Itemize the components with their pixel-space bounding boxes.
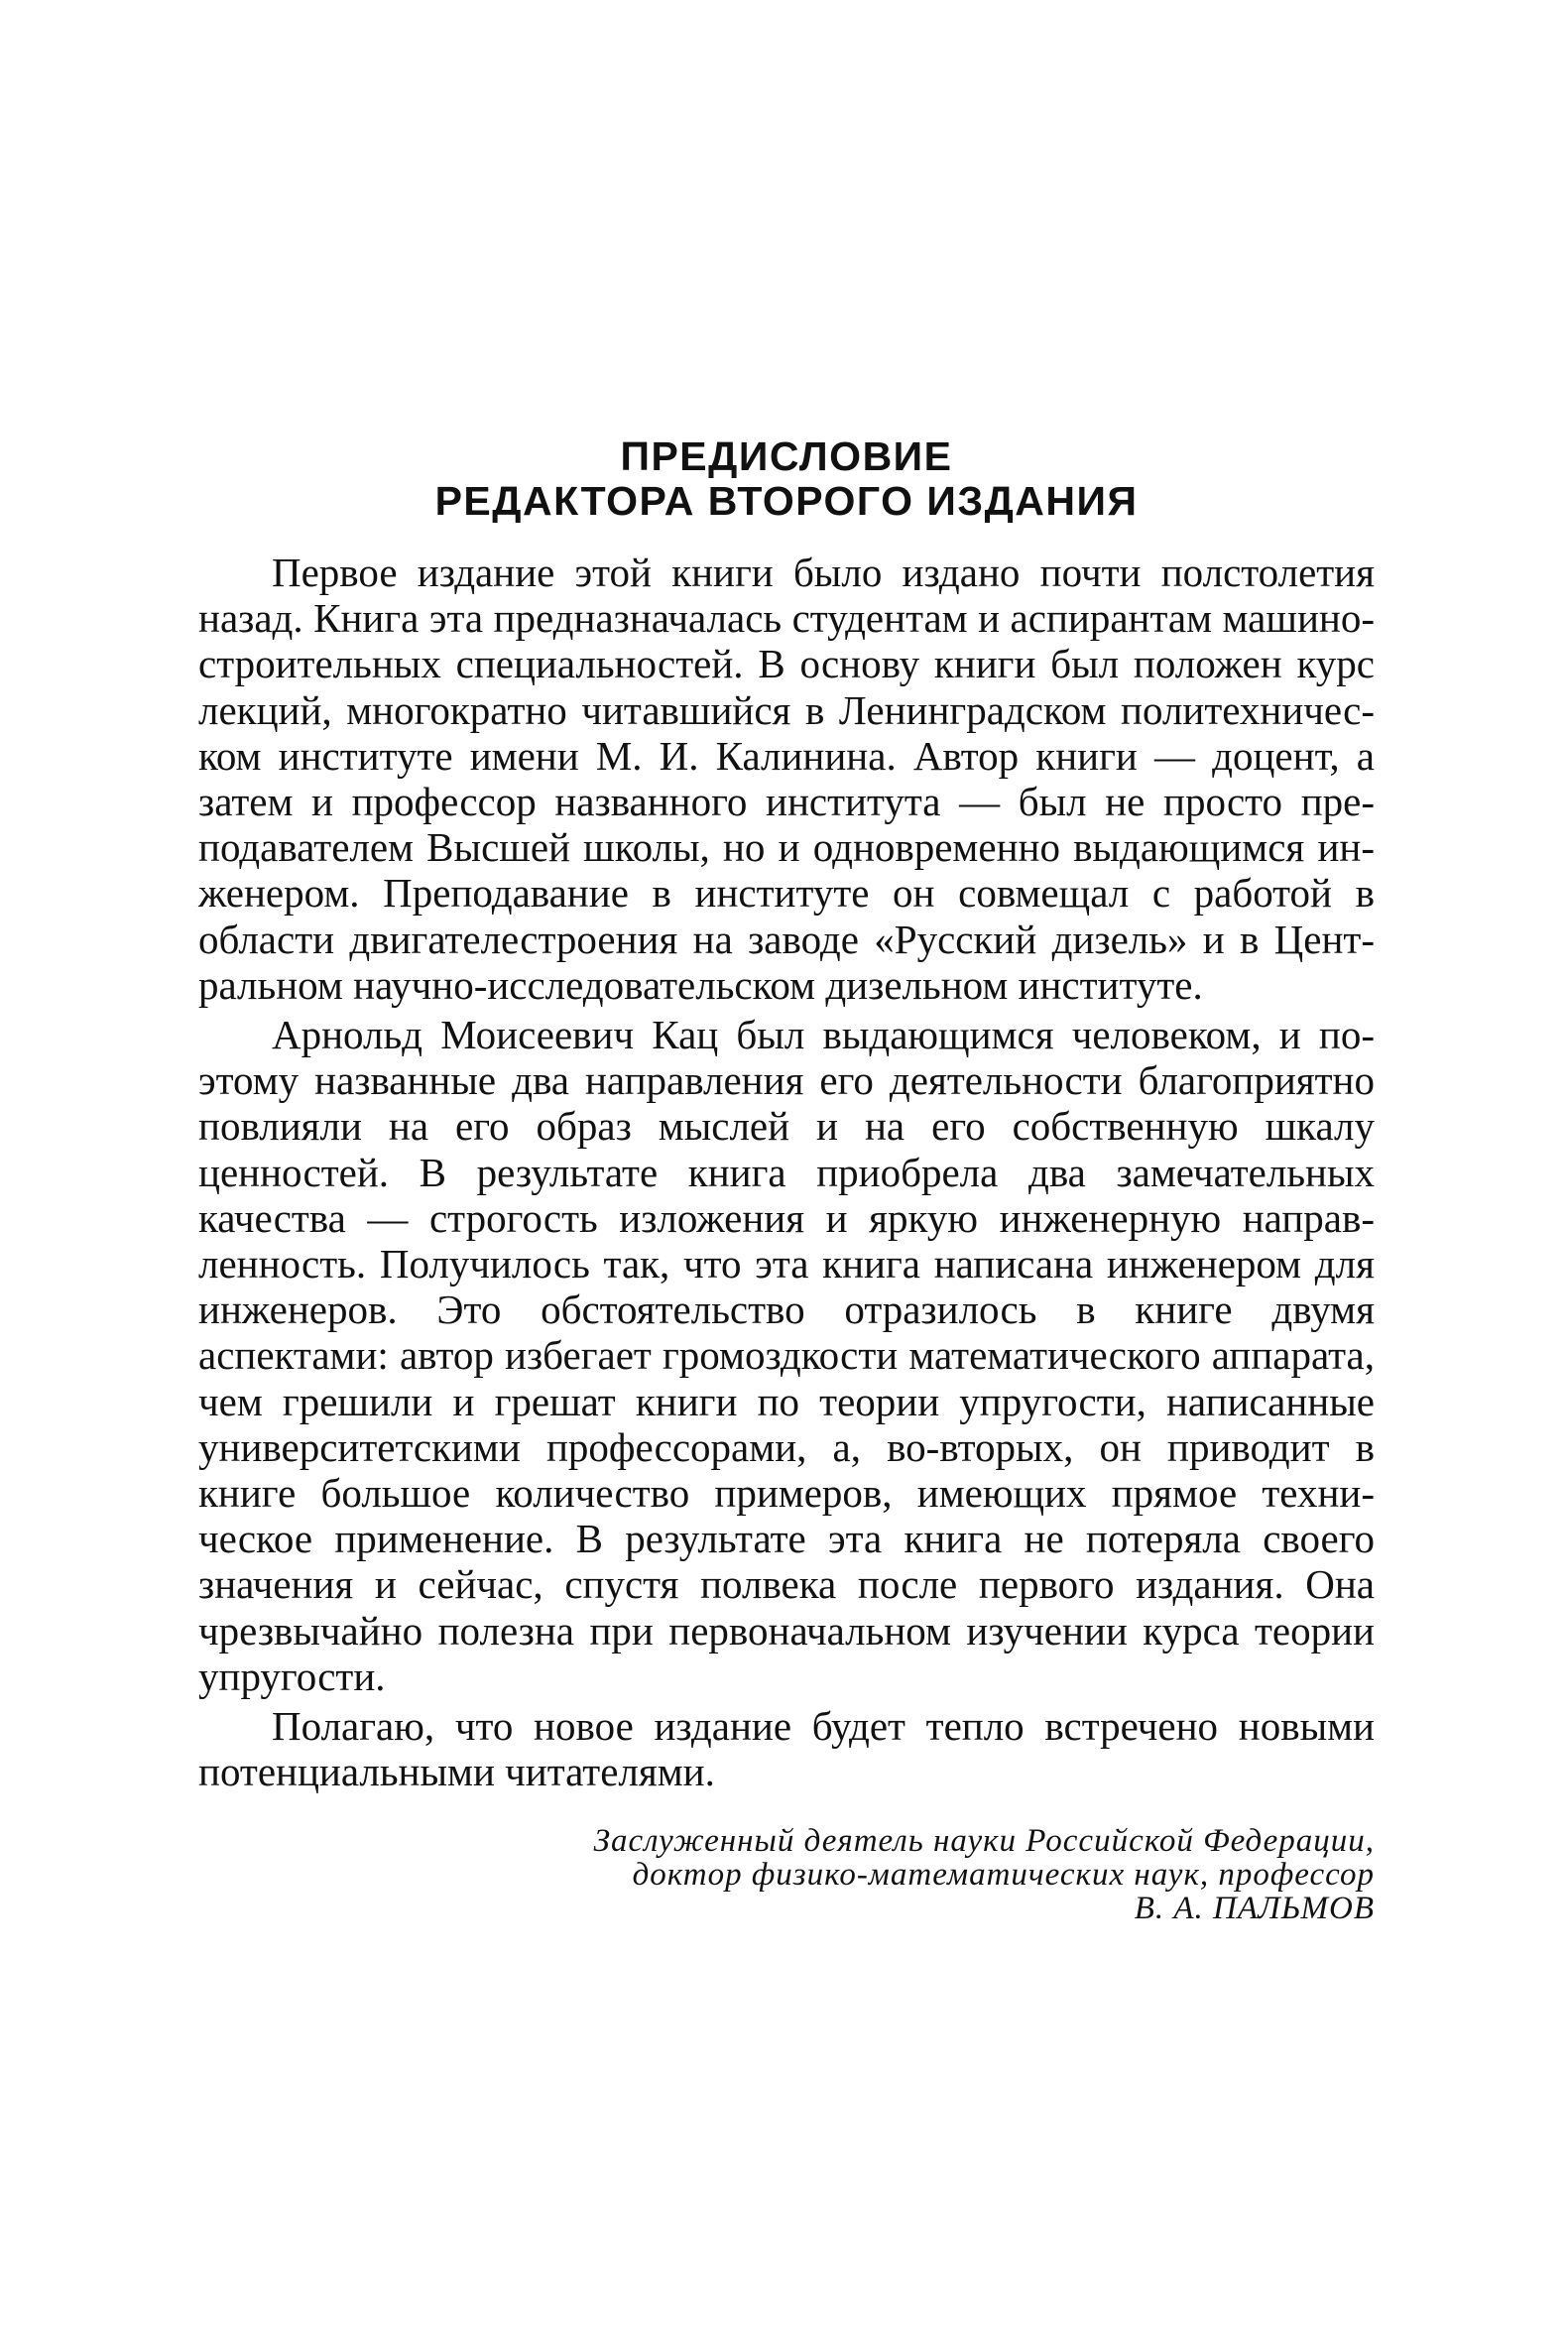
signature-block [198,1824,1375,1925]
title-line-2: РЕДАКТОРА ВТОРОГО ИЗДАНИЯ [434,478,1139,524]
title-line-1: ПРЕДИСЛОВИЕ [620,433,953,479]
page-title [198,434,1375,524]
signature-name: В. А. ПАЛЬМОВ [1134,1891,1375,1927]
signature-line-2: доктор физико-математических наук, профессор [632,1857,1375,1894]
signature-line-1: Заслуженный деятель науки Российской Федерации, [593,1823,1375,1860]
paragraph-3: Полагаю, что новое издание будет тепло встречено новыми потенциальными читателями. [198,1703,1375,1795]
paragraph-2: Арнольд Моисеевич Кац был выдающимся человеком, и поэтому названные два направления его деятельности благоприятно повлияли на его образ мыслей и на его собственную шкалу ценностей. В результате книга приобрела два замечательных качества — строгость изложения и яркую инженерную направленность. Получилось так, что эта книга написана инженером для инженеров. Это обстоятельство отразилось в книге двумя аспектами: автор избегает громоздкости математического аппарата, чем грешили и грешат книги по теории упругости, написанные университетскими профессорами, а, во-вторых, он приводит в книге большое количество примеров, имеющих прямое техническое применение. В результате эта книга не потеряла своего значения и сейчас, спустя полвека после первого издания. Она чрезвычайно полезна при первоначальном изучении курса теории упругости. [198,1012,1375,1699]
preface-page [198,434,1375,1925]
paragraph-1: Первое издание этой книги было издано почти полстолетия назад. Книга эта предназначалась студентам и аспирантам машиностроительных специальностей. В основу книги был положен курс лекций, многократно читавшийся в Ленинградском политехническом институте имени М. И. Калинина. Автор книги — доцент, а затем и профессор названного института — был не просто преподавателем Высшей школы, но и одновременно выдающимся инженером. Преподавание в институте он совмещал с работой в области двигателестроения на заводе «Русский дизель» и в Центральном научно-исследовательском дизельном институте. [198,550,1375,1008]
